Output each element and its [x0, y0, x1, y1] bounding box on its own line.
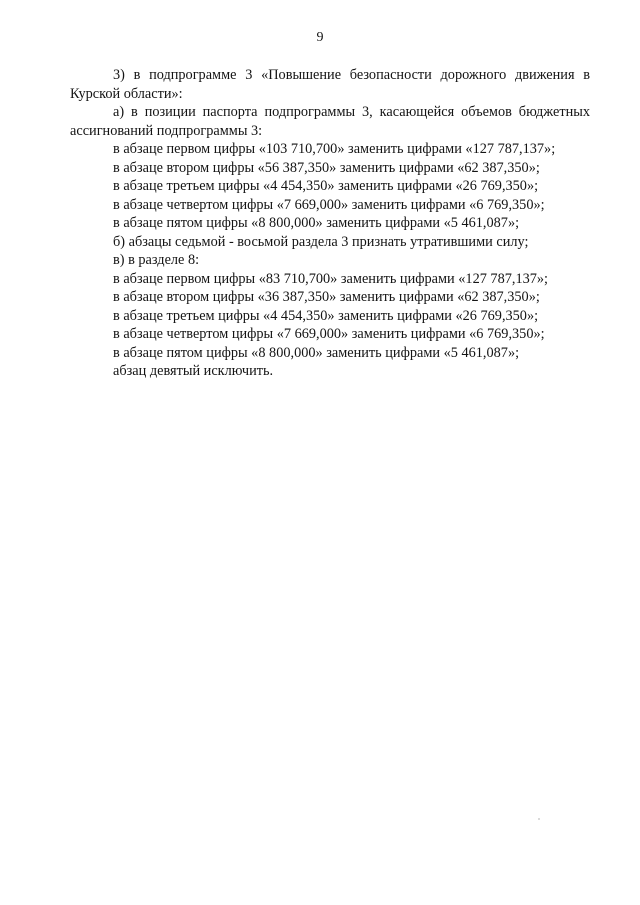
scan-speck — [538, 818, 540, 820]
paragraph-line: ассигнований подпрограммы 3: — [70, 122, 263, 139]
paragraph-line: абзац девятый исключить. — [113, 363, 274, 379]
paragraph-line: Курской области»: — [70, 85, 183, 102]
paragraph-line: в абзаце третьем цифры «4 454,350» заменить цифрами «26 769,350»; — [113, 178, 539, 194]
paragraph-line: в абзаце первом цифры «83 710,700» заменить цифрами «127 787,137»; — [113, 270, 549, 287]
paragraph-line: в абзаце втором цифры «56 387,350» заменить цифрами «62 387,350»; — [113, 159, 540, 176]
paragraph-line: б) абзацы седьмой - восьмой раздела 3 признать утратившими силу; — [113, 233, 529, 250]
paragraph-line: в абзаце втором цифры «36 387,350» заменить цифрами «62 387,350»; — [113, 289, 540, 305]
paragraph-line: в абзаце четвертом цифры «7 669,000» заменить цифрами «6 769,350»; — [113, 326, 545, 342]
paragraph-line: в абзаце пятом цифры «8 800,000» заменить цифрами «5 461,087»; — [113, 215, 520, 231]
page-number: 9 — [316, 30, 324, 45]
paragraph-line: а) в позиции паспорта подпрограммы 3, касающейся объемов бюджетных — [113, 104, 590, 120]
paragraph-line: в абзаце пятом цифры «8 800,000» заменить цифрами «5 461,087»; — [113, 344, 520, 361]
paragraph-line: в) в разделе 8: — [113, 252, 200, 268]
paragraph-line: в абзаце первом цифры «103 710,700» заменить цифрами «127 787,137»; — [113, 141, 556, 157]
paragraph-line: в абзаце третьем цифры «4 454,350» заменить цифрами «26 769,350»; — [113, 307, 539, 324]
document-body — [70, 66, 590, 381]
paragraph-line: в абзаце четвертом цифры «7 669,000» заменить цифрами «6 769,350»; — [113, 196, 545, 213]
paragraph-line: 3) в подпрограмме 3 «Повышение безопасности дорожного движения в — [113, 67, 590, 83]
